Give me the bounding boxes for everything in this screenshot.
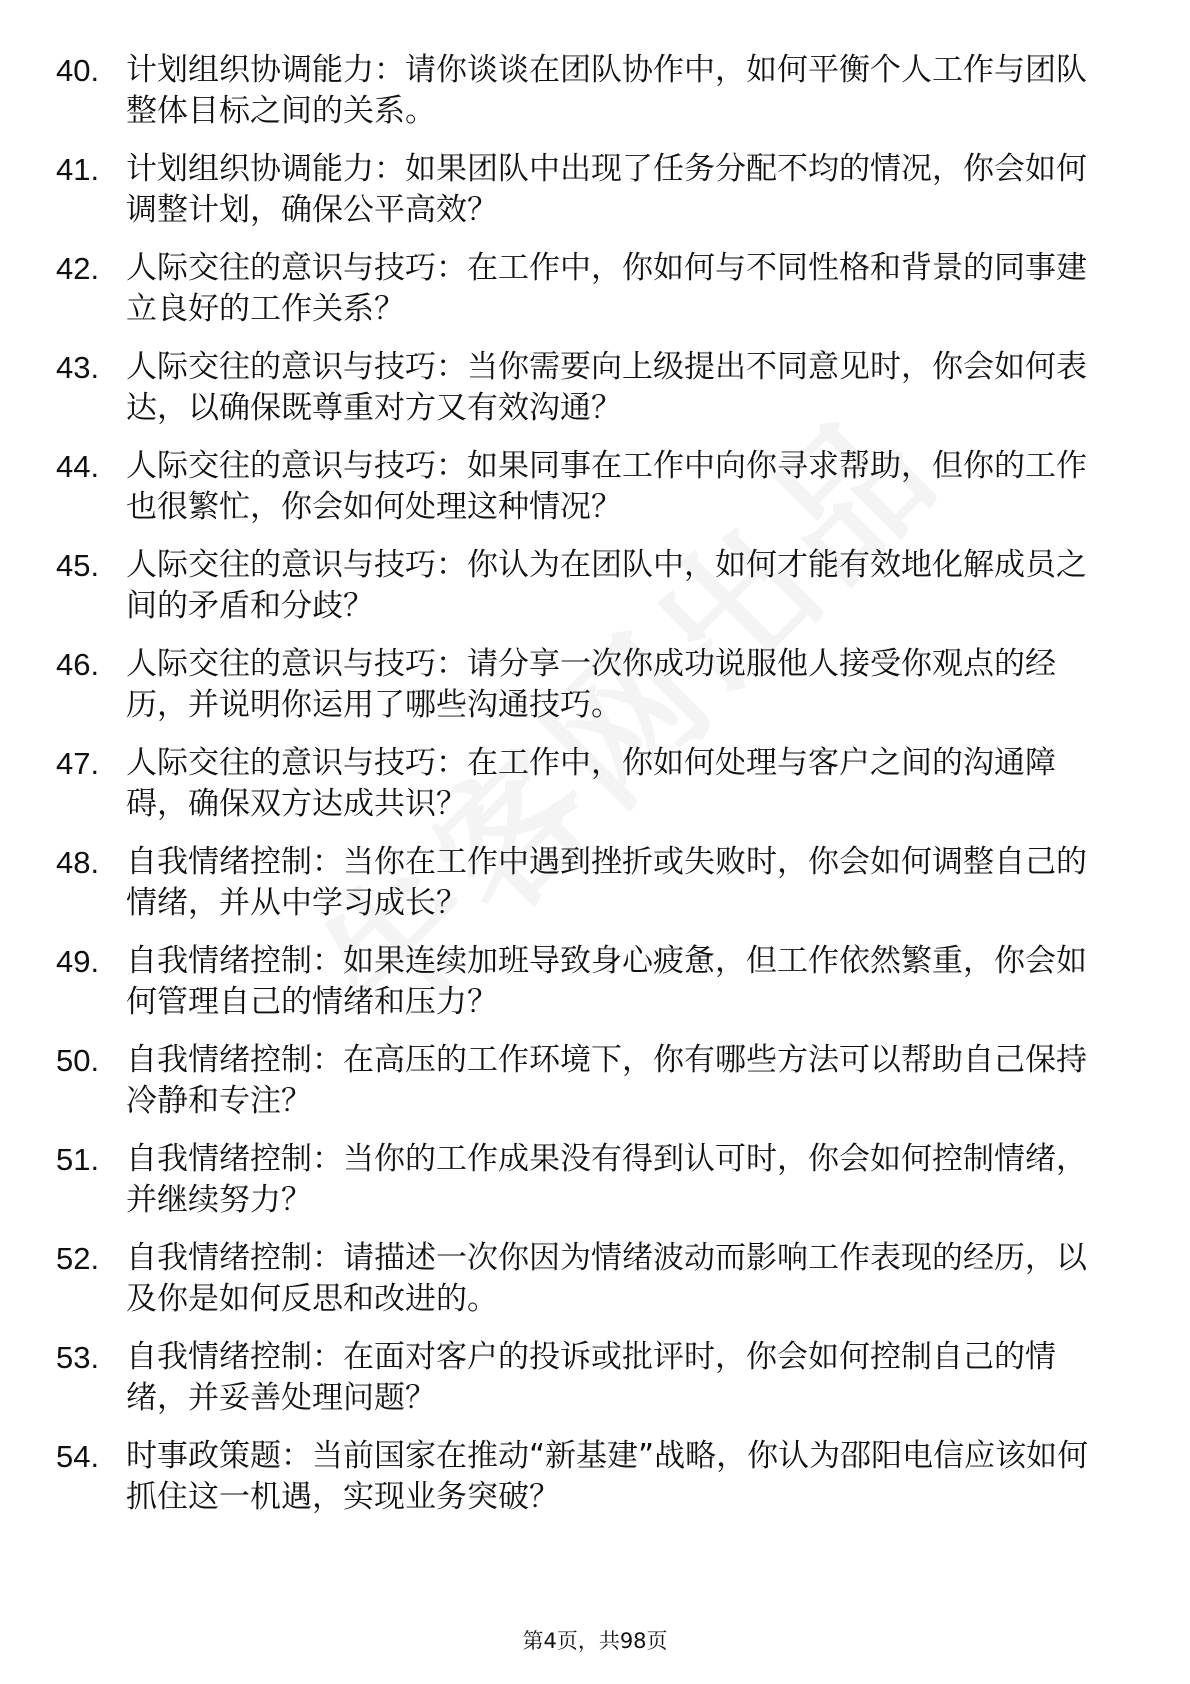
question-text: 人际交往的意识与技巧：如果同事在工作中向你寻求帮助，但你的工作也很繁忙，你会如何处理这种情况？ xyxy=(126,448,1087,525)
list-item xyxy=(56,50,1116,132)
list-item xyxy=(56,1139,1116,1221)
question-text: 人际交往的意识与技巧：请分享一次你成功说服他人接受你观点的经历，并说明你运用了哪些沟通技巧。 xyxy=(126,646,1056,723)
question-text: 时事政策题：当前国家在推动“新基建”战略，你认为邵阳电信应该如何抓住这一机遇，实现业务突破？ xyxy=(126,1438,1089,1515)
question-number: 47. xyxy=(56,746,100,781)
question-text: 自我情绪控制：在面对客户的投诉或批评时，你会如何控制自己的情绪，并妥善处理问题？ xyxy=(126,1339,1056,1416)
list-item xyxy=(56,1436,1116,1518)
list-item xyxy=(56,1040,1116,1122)
question-text: 自我情绪控制：如果连续加班导致身心疲惫，但工作依然繁重，你会如何管理自己的情绪和压力？ xyxy=(126,943,1087,1020)
question-text: 自我情绪控制：当你在工作中遇到挫折或失败时，你会如何调整自己的情绪，并从中学习成长？ xyxy=(126,844,1087,921)
page-footer: 第4页，共98页 xyxy=(522,1629,668,1653)
question-number: 54. xyxy=(56,1439,100,1474)
list-item xyxy=(56,347,1116,429)
list-item xyxy=(56,941,1116,1023)
list-item xyxy=(56,446,1116,528)
question-text: 自我情绪控制：在高压的工作环境下，你有哪些方法可以帮助自己保持冷静和专注？ xyxy=(126,1042,1087,1119)
list-item xyxy=(56,743,1116,825)
question-number: 48. xyxy=(56,845,100,880)
question-number: 53. xyxy=(56,1340,100,1375)
question-number: 40. xyxy=(56,53,100,88)
question-number: 44. xyxy=(56,449,100,484)
question-number: 42. xyxy=(56,251,100,286)
question-text: 计划组织协调能力：如果团队中出现了任务分配不均的情况，你会如何调整计划，确保公平高效？ xyxy=(126,151,1087,228)
question-number: 41. xyxy=(56,152,100,187)
list-item xyxy=(56,1238,1116,1320)
list-item xyxy=(56,248,1116,330)
question-number: 49. xyxy=(56,944,100,979)
question-number: 51. xyxy=(56,1142,100,1177)
question-text: 自我情绪控制：当你的工作成果没有得到认可时，你会如何控制情绪，并继续努力？ xyxy=(126,1141,1087,1218)
question-list xyxy=(56,50,1116,1535)
question-text: 人际交往的意识与技巧：你认为在团队中，如何才能有效地化解成员之间的矛盾和分歧？ xyxy=(126,547,1087,624)
question-text: 人际交往的意识与技巧：当你需要向上级提出不同意见时，你会如何表达，以确保既尊重对方又有效沟通？ xyxy=(126,349,1087,426)
list-item xyxy=(56,1337,1116,1419)
question-number: 46. xyxy=(56,647,100,682)
question-text: 人际交往的意识与技巧：在工作中，你如何处理与客户之间的沟通障碍，确保双方达成共识？ xyxy=(126,745,1056,822)
question-text: 计划组织协调能力：请你谈谈在团队协作中，如何平衡个人工作与团队整体目标之间的关系。 xyxy=(126,52,1087,129)
list-item xyxy=(56,545,1116,627)
question-number: 52. xyxy=(56,1241,100,1276)
question-number: 50. xyxy=(56,1043,100,1078)
question-number: 45. xyxy=(56,548,100,583)
question-text: 自我情绪控制：请描述一次你因为情绪波动而影响工作表现的经历，以及你是如何反思和改进的。 xyxy=(126,1240,1087,1317)
question-number: 43. xyxy=(56,350,100,385)
list-item xyxy=(56,149,1116,231)
list-item xyxy=(56,842,1116,924)
list-item xyxy=(56,644,1116,726)
question-text: 人际交往的意识与技巧：在工作中，你如何与不同性格和背景的同事建立良好的工作关系？ xyxy=(126,250,1087,327)
